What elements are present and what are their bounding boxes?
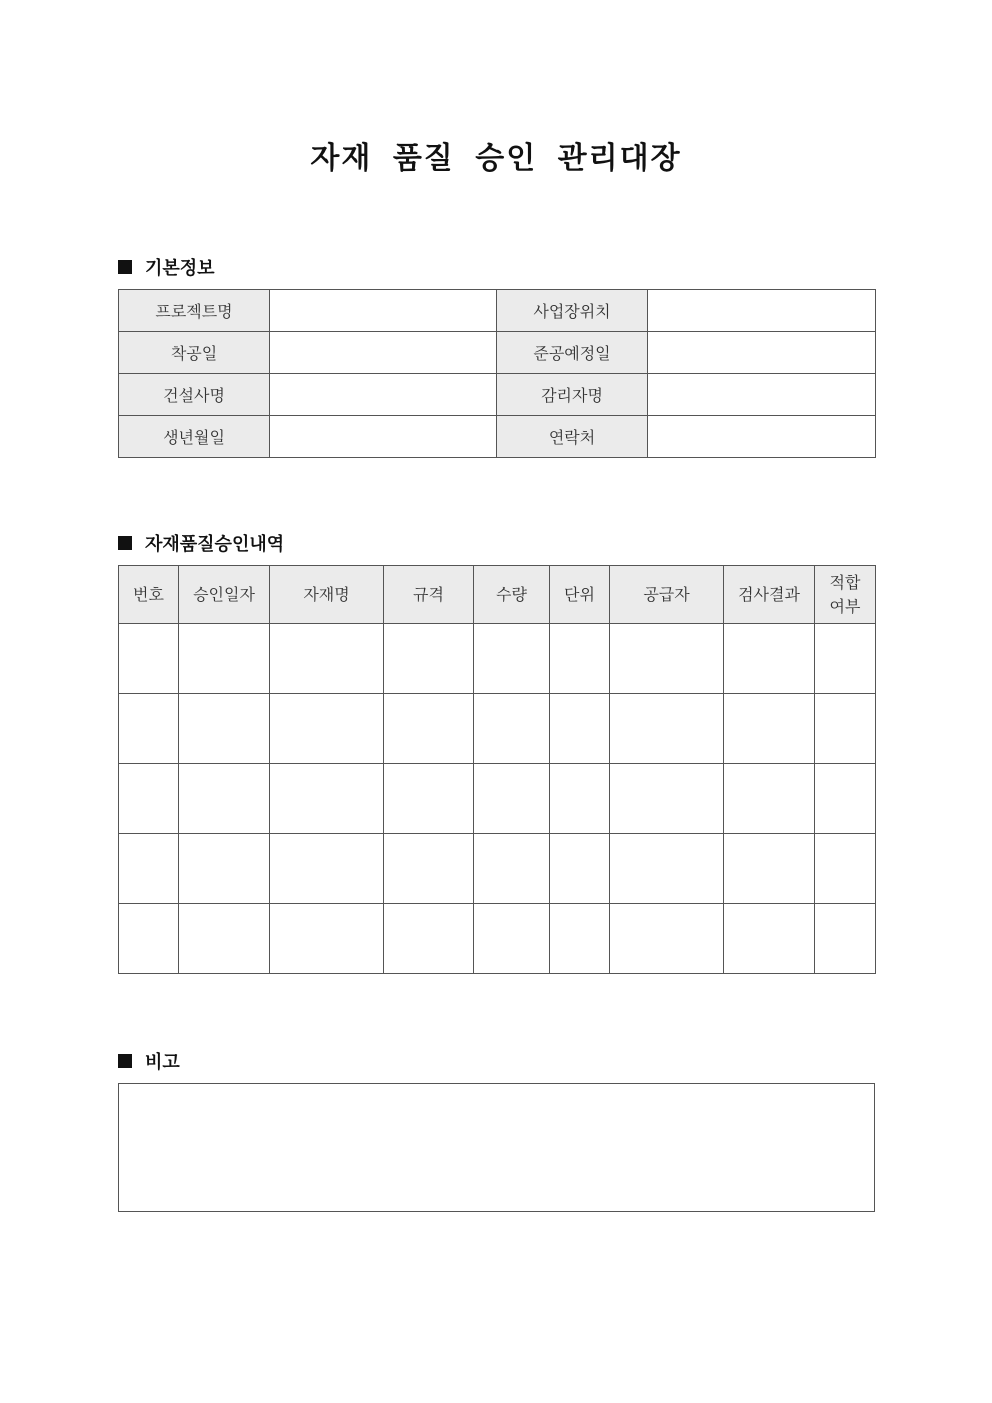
approval-history-heading-text: 자재품질승인내역 <box>145 534 285 555</box>
table-row <box>119 764 876 834</box>
material-name-cell[interactable] <box>270 764 384 834</box>
unit-cell[interactable] <box>550 624 610 694</box>
column-header-approval-date: 승인일자 <box>179 566 270 624</box>
completion-date-label: 준공예정일 <box>497 332 648 374</box>
spec-cell[interactable] <box>384 904 474 974</box>
column-header-number: 번호 <box>119 566 179 624</box>
basic-info-heading <box>118 254 215 280</box>
spec-cell[interactable] <box>384 694 474 764</box>
birth-date-label: 생년월일 <box>119 416 270 458</box>
material-name-cell[interactable] <box>270 624 384 694</box>
material-name-cell[interactable] <box>270 834 384 904</box>
start-date-label: 착공일 <box>119 332 270 374</box>
approval-date-cell[interactable] <box>179 834 270 904</box>
column-header-quantity: 수량 <box>474 566 550 624</box>
column-header-material-name: 자재명 <box>270 566 384 624</box>
table-header-row <box>119 566 876 624</box>
number-cell[interactable] <box>119 904 179 974</box>
table-row <box>119 416 876 458</box>
number-cell[interactable] <box>119 694 179 764</box>
approval-date-cell[interactable] <box>179 624 270 694</box>
supplier-cell[interactable] <box>610 624 724 694</box>
basic-info-table <box>118 289 876 458</box>
spec-cell[interactable] <box>384 834 474 904</box>
start-date-field[interactable] <box>270 332 497 374</box>
quantity-cell[interactable] <box>474 694 550 764</box>
column-header-unit: 단위 <box>550 566 610 624</box>
supplier-cell[interactable] <box>610 694 724 764</box>
table-row <box>119 290 876 332</box>
document-title: 자재 품질 승인 관리대장 <box>310 141 682 176</box>
approval-date-cell[interactable] <box>179 904 270 974</box>
table-row <box>119 374 876 416</box>
quantity-cell[interactable] <box>474 624 550 694</box>
table-row <box>119 624 876 694</box>
table-row <box>119 332 876 374</box>
supplier-cell[interactable] <box>610 904 724 974</box>
constructor-name-label: 건설사명 <box>119 374 270 416</box>
conformity-cell[interactable] <box>815 624 876 694</box>
number-cell[interactable] <box>119 764 179 834</box>
completion-date-field[interactable] <box>648 332 876 374</box>
number-cell[interactable] <box>119 624 179 694</box>
site-location-label: 사업장위치 <box>497 290 648 332</box>
birth-date-field[interactable] <box>270 416 497 458</box>
material-name-cell[interactable] <box>270 694 384 764</box>
constructor-name-field[interactable] <box>270 374 497 416</box>
material-name-cell[interactable] <box>270 904 384 974</box>
inspection-result-cell[interactable] <box>724 624 815 694</box>
column-header-spec: 규격 <box>384 566 474 624</box>
conformity-cell[interactable] <box>815 834 876 904</box>
supplier-cell[interactable] <box>610 764 724 834</box>
column-header-supplier: 공급자 <box>610 566 724 624</box>
table-row <box>119 694 876 764</box>
remarks-heading-text: 비고 <box>145 1052 180 1073</box>
column-header-conformity: 적합 여부 <box>815 566 876 624</box>
number-cell[interactable] <box>119 834 179 904</box>
quantity-cell[interactable] <box>474 904 550 974</box>
column-header-inspection-result: 검사결과 <box>724 566 815 624</box>
table-row <box>119 904 876 974</box>
contact-label: 연락처 <box>497 416 648 458</box>
quantity-cell[interactable] <box>474 764 550 834</box>
inspection-result-cell[interactable] <box>724 764 815 834</box>
contact-field[interactable] <box>648 416 876 458</box>
conformity-cell[interactable] <box>815 904 876 974</box>
inspection-result-cell[interactable] <box>724 904 815 974</box>
unit-cell[interactable] <box>550 764 610 834</box>
approval-date-cell[interactable] <box>179 694 270 764</box>
square-bullet-icon <box>118 1054 132 1068</box>
approval-date-cell[interactable] <box>179 764 270 834</box>
unit-cell[interactable] <box>550 834 610 904</box>
conformity-cell[interactable] <box>815 694 876 764</box>
inspection-result-cell[interactable] <box>724 834 815 904</box>
approval-history-table <box>118 565 876 974</box>
remarks-heading <box>118 1048 180 1074</box>
square-bullet-icon <box>118 536 132 550</box>
basic-info-heading-text: 기본정보 <box>145 258 215 279</box>
project-name-label: 프로젝트명 <box>119 290 270 332</box>
remarks-field[interactable] <box>118 1083 875 1212</box>
supplier-cell[interactable] <box>610 834 724 904</box>
spec-cell[interactable] <box>384 764 474 834</box>
conformity-cell[interactable] <box>815 764 876 834</box>
project-name-field[interactable] <box>270 290 497 332</box>
table-row <box>119 834 876 904</box>
square-bullet-icon <box>118 260 132 274</box>
quantity-cell[interactable] <box>474 834 550 904</box>
unit-cell[interactable] <box>550 904 610 974</box>
site-location-field[interactable] <box>648 290 876 332</box>
supervisor-name-field[interactable] <box>648 374 876 416</box>
supervisor-name-label: 감리자명 <box>497 374 648 416</box>
spec-cell[interactable] <box>384 624 474 694</box>
approval-history-heading <box>118 530 284 556</box>
unit-cell[interactable] <box>550 694 610 764</box>
inspection-result-cell[interactable] <box>724 694 815 764</box>
